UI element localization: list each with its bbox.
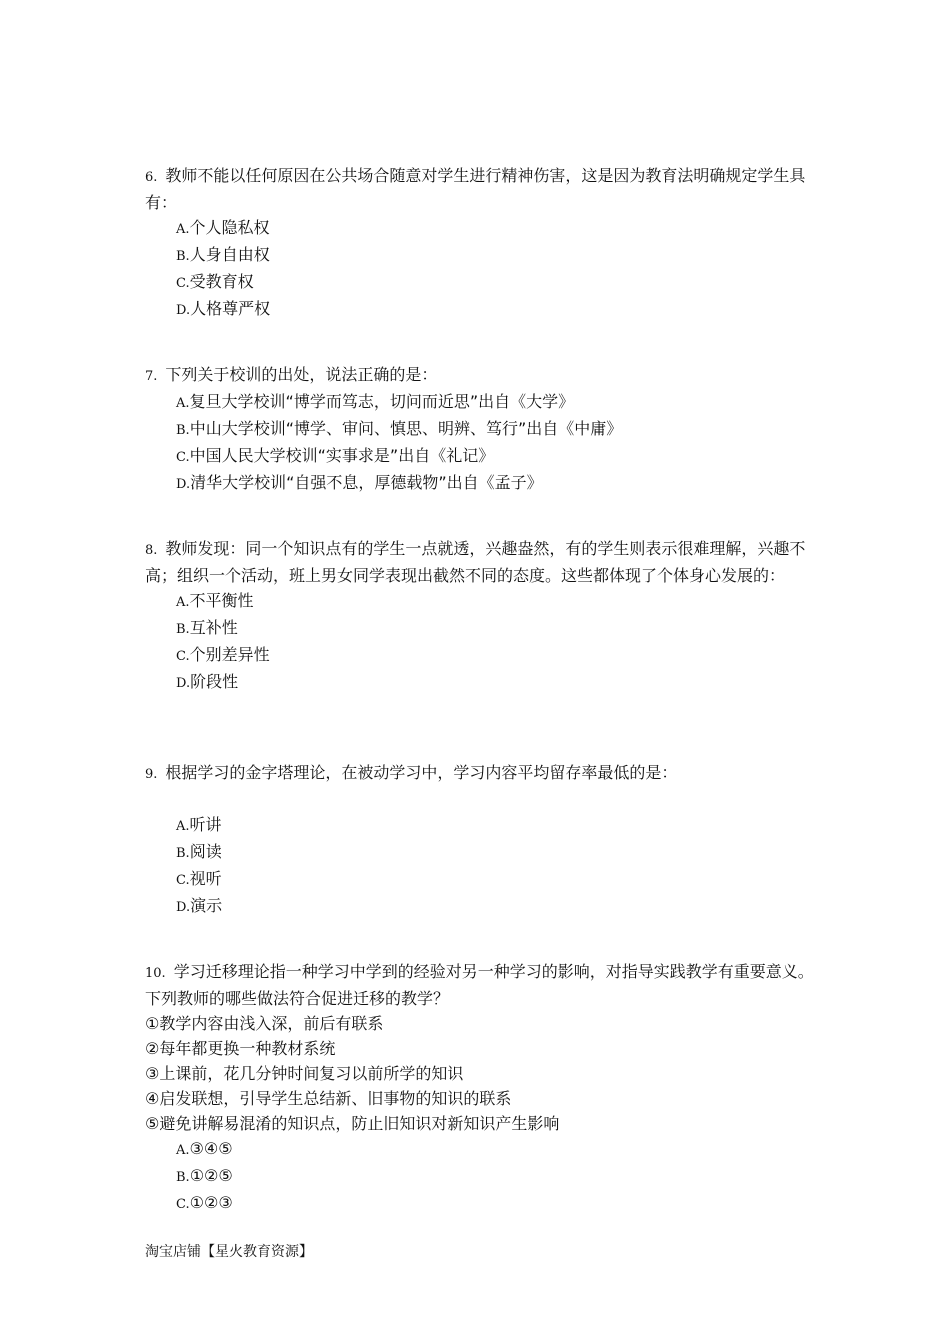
option-list [145,1136,815,1217]
option-a: A.③④⑤ [176,1139,233,1158]
option-a: A.个人隐私权 [176,218,270,237]
option-c: C.①②③ [176,1193,233,1212]
question-text: 根据学习的金字塔理论，在被动学习中，学习内容平均留存率最低的是： [165,763,678,782]
question-stem [145,163,815,215]
question-stem [145,362,815,389]
question-number: 10. [145,966,166,981]
question-stem [145,536,815,588]
question-text: 教师发现：同一个知识点有的学生一点就透，兴趣盎然，有的学生则表示很难理解，兴趣不高；组织一个活动，班上男女同学表现出截然不同的态度。这些都体现了个体身心发展的： [145,539,806,585]
option-b: B.①②⑤ [176,1166,233,1185]
statement-5: ⑤避免讲解易混淆的知识点，防止旧知识对新知识产生影响 [145,1114,560,1133]
option-a: A.听讲 [176,815,222,834]
question-10 [145,959,815,1217]
question-text: 教师不能以任何原因在公共场合随意对学生进行精神伤害，这是因为教育法明确规定学生具有： [145,166,806,212]
option-c: C.视听 [176,869,222,888]
option-c: C.中国人民大学校训“实事求是”出自《礼记》 [176,446,495,465]
option-b: B.人身自由权 [176,245,270,264]
option-b: B.中山大学校训“博学、审问、慎思、明辨、笃行”出自《中庸》 [176,419,623,438]
question-number: 9. [145,767,158,782]
option-list [145,215,815,323]
option-b: B.互补性 [176,618,238,637]
question-number: 8. [145,543,158,558]
statement-2: ②每年都更换一种教材系统 [145,1039,336,1058]
question-9 [145,760,815,920]
question-7 [145,362,815,497]
question-text: 学习迁移理论指一种学习中学到的经验对另一种学习的影响，对指导实践教学有重要意义。下列教师的哪些做法符合促进迁移的教学？ [145,962,814,1008]
option-list [145,588,815,696]
footer-shop-name: 淘宝店铺【星火教育资源】 [145,1244,313,1260]
option-d: D.阶段性 [176,672,239,691]
question-stem [145,760,815,787]
option-d: D.清华大学校训“自强不息，厚德载物”出自《孟子》 [176,473,543,492]
question-8 [145,536,815,696]
question-number: 7. [145,369,158,384]
question-number: 6. [145,170,158,185]
statement-1: ①教学内容由浅入深，前后有联系 [145,1014,384,1033]
option-a: A.复旦大学校训“博学而笃志，切问而近思”出自《大学》 [176,392,575,411]
spacer [145,787,815,812]
option-list [145,389,815,497]
question-6 [145,163,815,323]
question-text: 下列关于校训的出处，说法正确的是： [165,365,438,384]
option-d: D.演示 [176,896,223,915]
option-c: C.个别差异性 [176,645,270,664]
option-d: D.人格尊严权 [176,299,271,318]
option-b: B.阅读 [176,842,222,861]
option-list [145,812,815,920]
statement-3: ③上课前，花几分钟时间复习以前所学的知识 [145,1064,464,1083]
question-stem [145,959,815,1011]
statement-4: ④启发联想，引导学生总结新、旧事物的知识的联系 [145,1089,512,1108]
option-a: A.不平衡性 [176,591,254,610]
option-c: C.受教育权 [176,272,254,291]
